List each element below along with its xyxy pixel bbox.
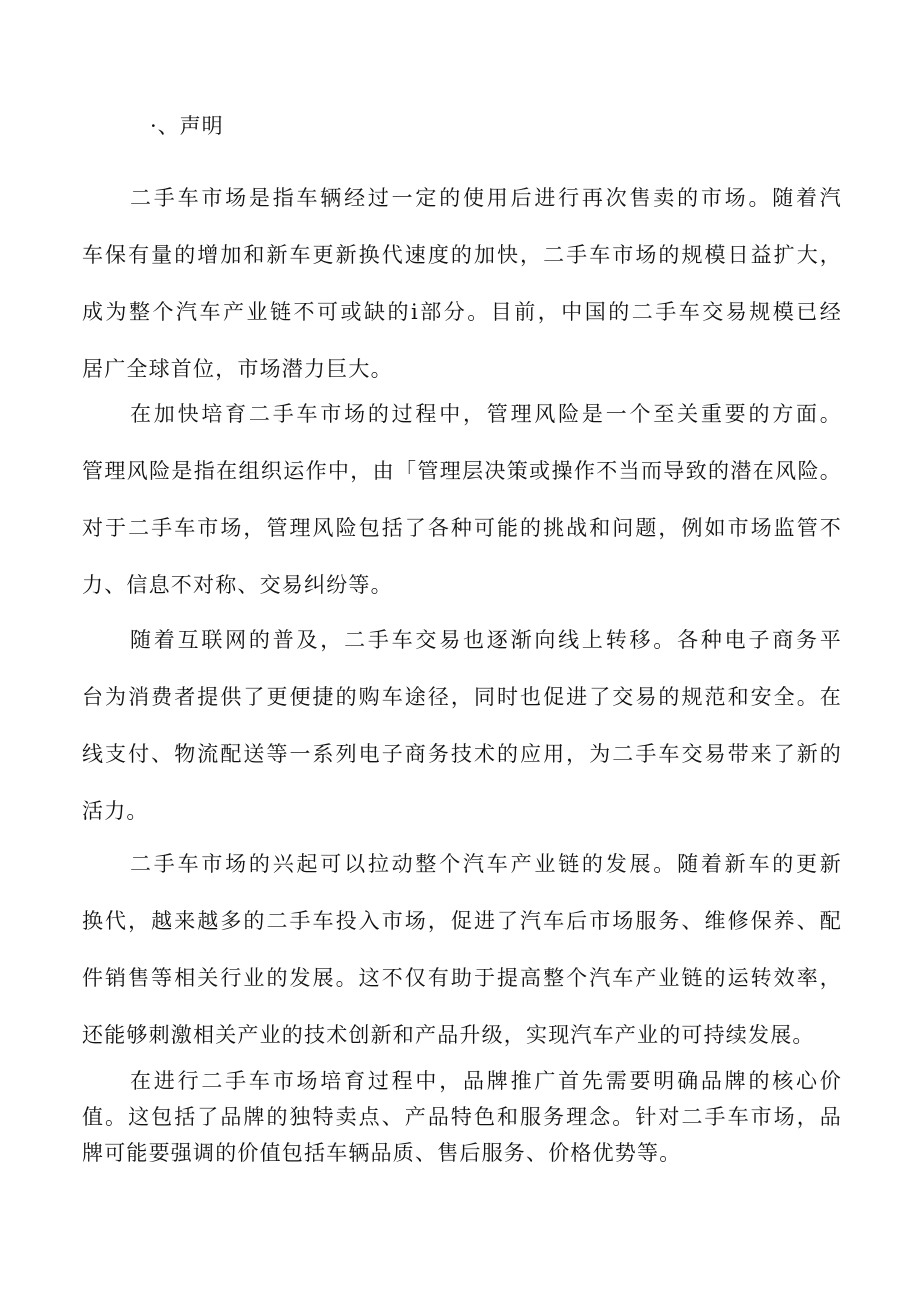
paragraph-line: 居广全球首位，市场潜力巨大。	[82, 357, 393, 381]
paragraph-2	[82, 386, 842, 614]
paragraph-4	[82, 836, 842, 1064]
paragraph-line: 管理风险是指在组织运作中，由「管理层决策或操作不当而导致的潜在风险。	[82, 459, 842, 483]
paragraph-line: 车保有量的增加和新车更新换代速度的加快，二手车市场的规模日益扩大，	[82, 243, 842, 267]
paragraph-line: 线支付、物流配送等一系列电子商务技术的应用，为二手车交易带来了新的	[82, 742, 842, 766]
paragraph-3	[82, 612, 842, 840]
paragraph-line: 活力。	[82, 799, 149, 823]
paragraph-line: 在加快培育二手车市场的过程中，管理风险是一个至关重要的方面。	[130, 402, 842, 426]
paragraph-line: 台为消费者提供了更便捷的购车途径，同时也促进了交易的规范和安全。在	[82, 685, 842, 709]
paragraph-line: 还能够刺激相关产业的技术创新和产品升级，实现汽车产业的可持续发展。	[82, 1023, 815, 1047]
paragraph-line: 随着互联网的普及，二手车交易也逐渐向线上转移。各种电子商务平	[130, 628, 842, 652]
paragraph-line: 二手车市场是指车辆经过一定的使用后进行再次售卖的市场。随着汽	[130, 186, 842, 210]
paragraph-line: 在进行二手车市场培育过程中，品牌推广首先需要明确品牌的核心价	[130, 1069, 842, 1093]
paragraph-line: 成为整个汽车产业链不可或缺的i部分。目前，中国的二手车交易规模已经	[82, 300, 842, 324]
paragraph-5	[82, 1063, 842, 1171]
paragraph-1	[82, 170, 842, 398]
paragraph-line: 值。这包括了品牌的独特卖点、产品特色和服务理念。针对二手车市场，品	[82, 1105, 842, 1129]
paragraph-line: 二手车市场的兴起可以拉动整个汽车产业链的发展。随着新车的更新	[130, 852, 842, 876]
paragraph-line: 对于二手车市场，管理风险包括了各种可能的挑战和问题，例如市场监管不	[82, 516, 842, 540]
section-heading: ·、声明	[150, 114, 224, 138]
paragraph-line: 件销售等相关行业的发展。这不仅有助于提高整个汽车产业链的运转效率，	[82, 966, 842, 990]
paragraph-line: 换代，越来越多的二手车投入市场，促进了汽车后市场服务、维修保养、配	[82, 909, 842, 933]
paragraph-line: 力、信息不对称、交易纠纷等。	[82, 573, 393, 597]
paragraph-line: 牌可能要强调的价值包括车辆品质、售后服务、价格优势等。	[82, 1141, 682, 1165]
